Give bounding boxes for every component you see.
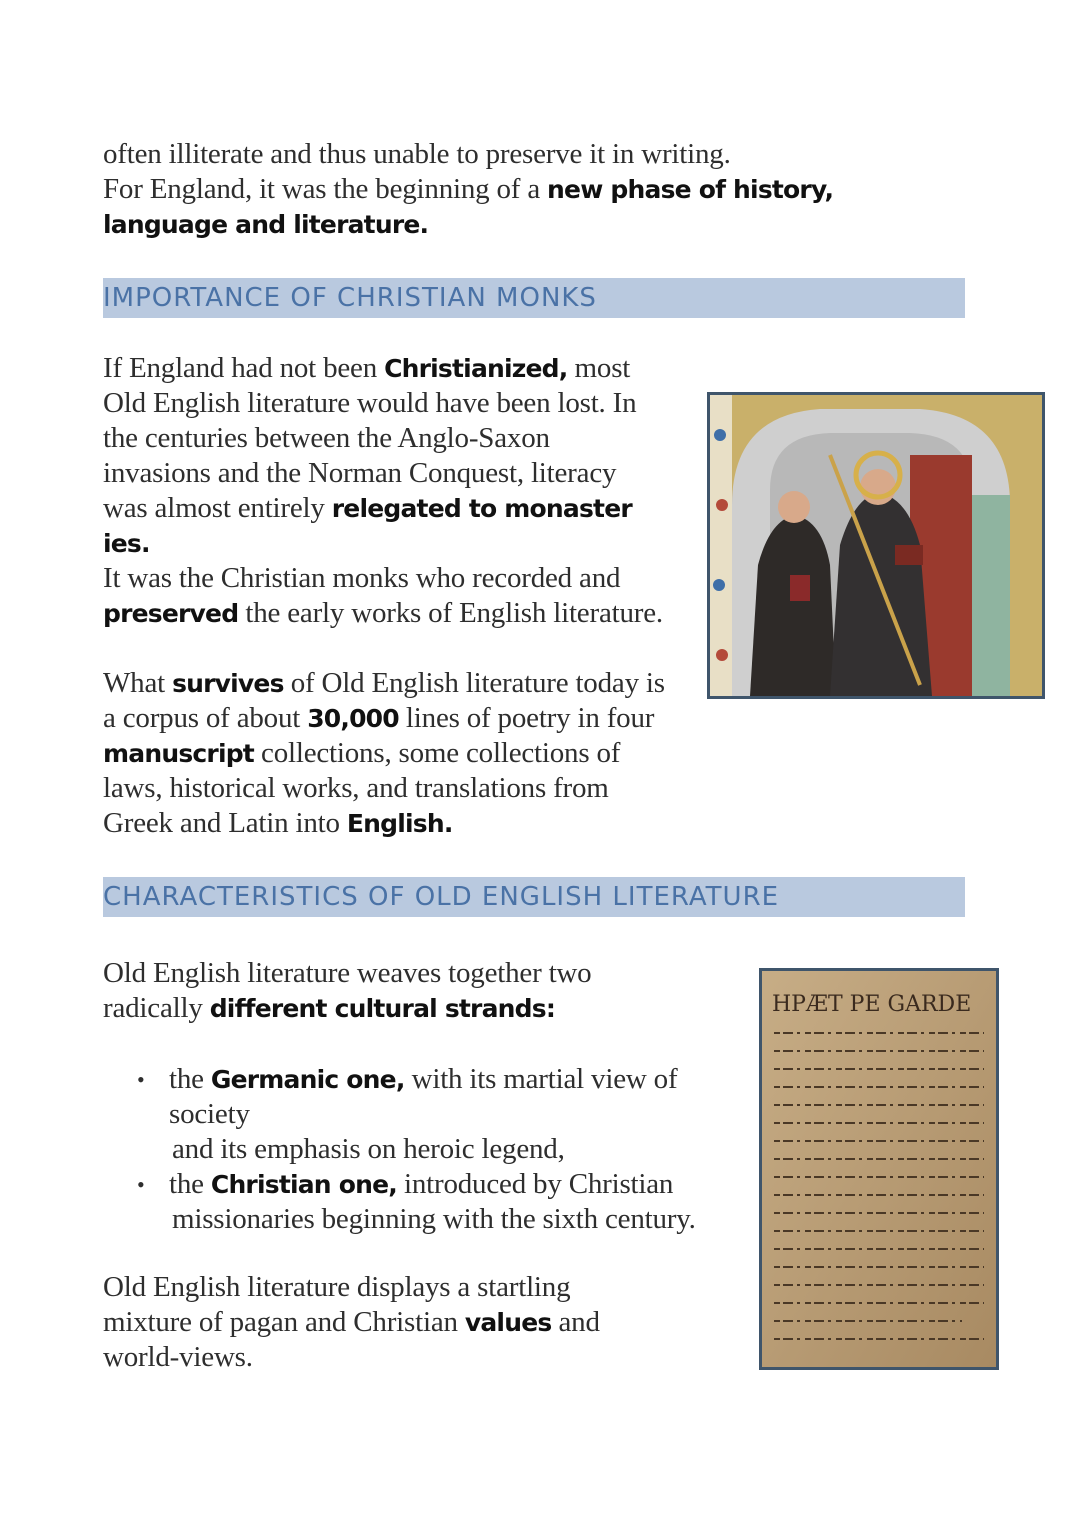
characteristics-paragraph-1 [103, 956, 591, 1026]
text-span: was almost entirely [103, 492, 332, 524]
monks-paragraph-2 [103, 666, 665, 841]
bold-manuscript: manuscript [103, 739, 254, 768]
text-span: lines of poetry in four [398, 702, 655, 734]
monks-paragraph-1 [103, 351, 663, 631]
text-span: and [551, 1306, 600, 1338]
text-span: the [169, 1063, 211, 1095]
bold-ies: ies. [103, 529, 150, 558]
bullet-dot: • [137, 1067, 145, 1092]
intro-line-1: often illiterate and thus unable to preserve it in writing. [103, 138, 731, 170]
bold-relegated: relegated to monaster [331, 494, 632, 523]
bold-christianized: Christianized, [384, 354, 568, 383]
monks-illustration-svg [710, 395, 1042, 696]
text-span: introduced by Christian [396, 1168, 674, 1200]
text-span: a corpus of about [103, 702, 308, 734]
bold-survives: survives [172, 669, 284, 698]
text-span: It was the Christian monks who recorded and [103, 562, 621, 594]
text-span: Old English literature displays a startling [103, 1271, 571, 1303]
text-span: Old English literature would have been lost. In [103, 387, 637, 419]
text-span: Greek and Latin into [103, 807, 347, 839]
characteristics-paragraph-2 [103, 1270, 600, 1375]
section-heading-band-characteristics [103, 877, 965, 917]
intro-bold-1: new phase of history, [547, 175, 834, 204]
list-item-germanic [103, 1062, 696, 1167]
strands-list [103, 1062, 696, 1237]
manuscript-svg [762, 971, 996, 1367]
text-span: most [567, 352, 631, 384]
bold-english: English. [346, 809, 453, 838]
bold-preserved: preserved [103, 599, 239, 628]
list-item-christian [103, 1167, 696, 1237]
bold-strands: different cultural strands: [209, 994, 556, 1023]
text-span: of Old English literature today is [283, 667, 665, 699]
text-span: mixture of pagan and Christian [103, 1306, 465, 1338]
bold-germanic: Germanic one, [210, 1065, 405, 1094]
text-span: laws, historical works, and translations from [103, 772, 609, 804]
text-span: Old English literature weaves together two [103, 957, 592, 989]
text-span: If England had not been [103, 352, 385, 384]
manuscript-image [759, 968, 999, 1370]
text-span: missionaries beginning with the sixth century. [172, 1203, 696, 1235]
section-heading-monks: IMPORTANCE OF CHRISTIAN MONKS [103, 283, 597, 313]
section-heading-band-monks [103, 278, 965, 318]
intro-line-2: For England, it was the beginning of a [103, 173, 548, 205]
text-span: world-views. [103, 1341, 253, 1373]
text-span: invasions and the Norman Conquest, literacy [103, 457, 617, 489]
text-span: radically [103, 992, 210, 1024]
text-span: the early works of English literature. [238, 597, 663, 629]
text-span: the centuries between the Anglo-Saxon [103, 422, 550, 454]
bold-christian: Christian one, [210, 1170, 397, 1199]
bullet-dot: • [137, 1172, 145, 1197]
text-span: What [103, 667, 173, 699]
intro-bold-2: language and literature. [103, 210, 429, 239]
intro-text [103, 137, 833, 242]
text-span: collections, some collections of [253, 737, 621, 769]
text-span: with its martial view of [404, 1063, 678, 1095]
text-span: and its emphasis on heroic legend, [172, 1133, 565, 1165]
bold-values: values [464, 1308, 552, 1337]
text-span: the [169, 1168, 211, 1200]
monks-illustration [707, 392, 1045, 699]
bold-number: 30,000 [307, 704, 399, 733]
text-span: society [169, 1098, 250, 1130]
section-heading-characteristics: CHARACTERISTICS OF OLD ENGLISH LITERATURE [103, 882, 780, 912]
manuscript-heading: HPÆT PE GARDE [772, 992, 972, 1017]
